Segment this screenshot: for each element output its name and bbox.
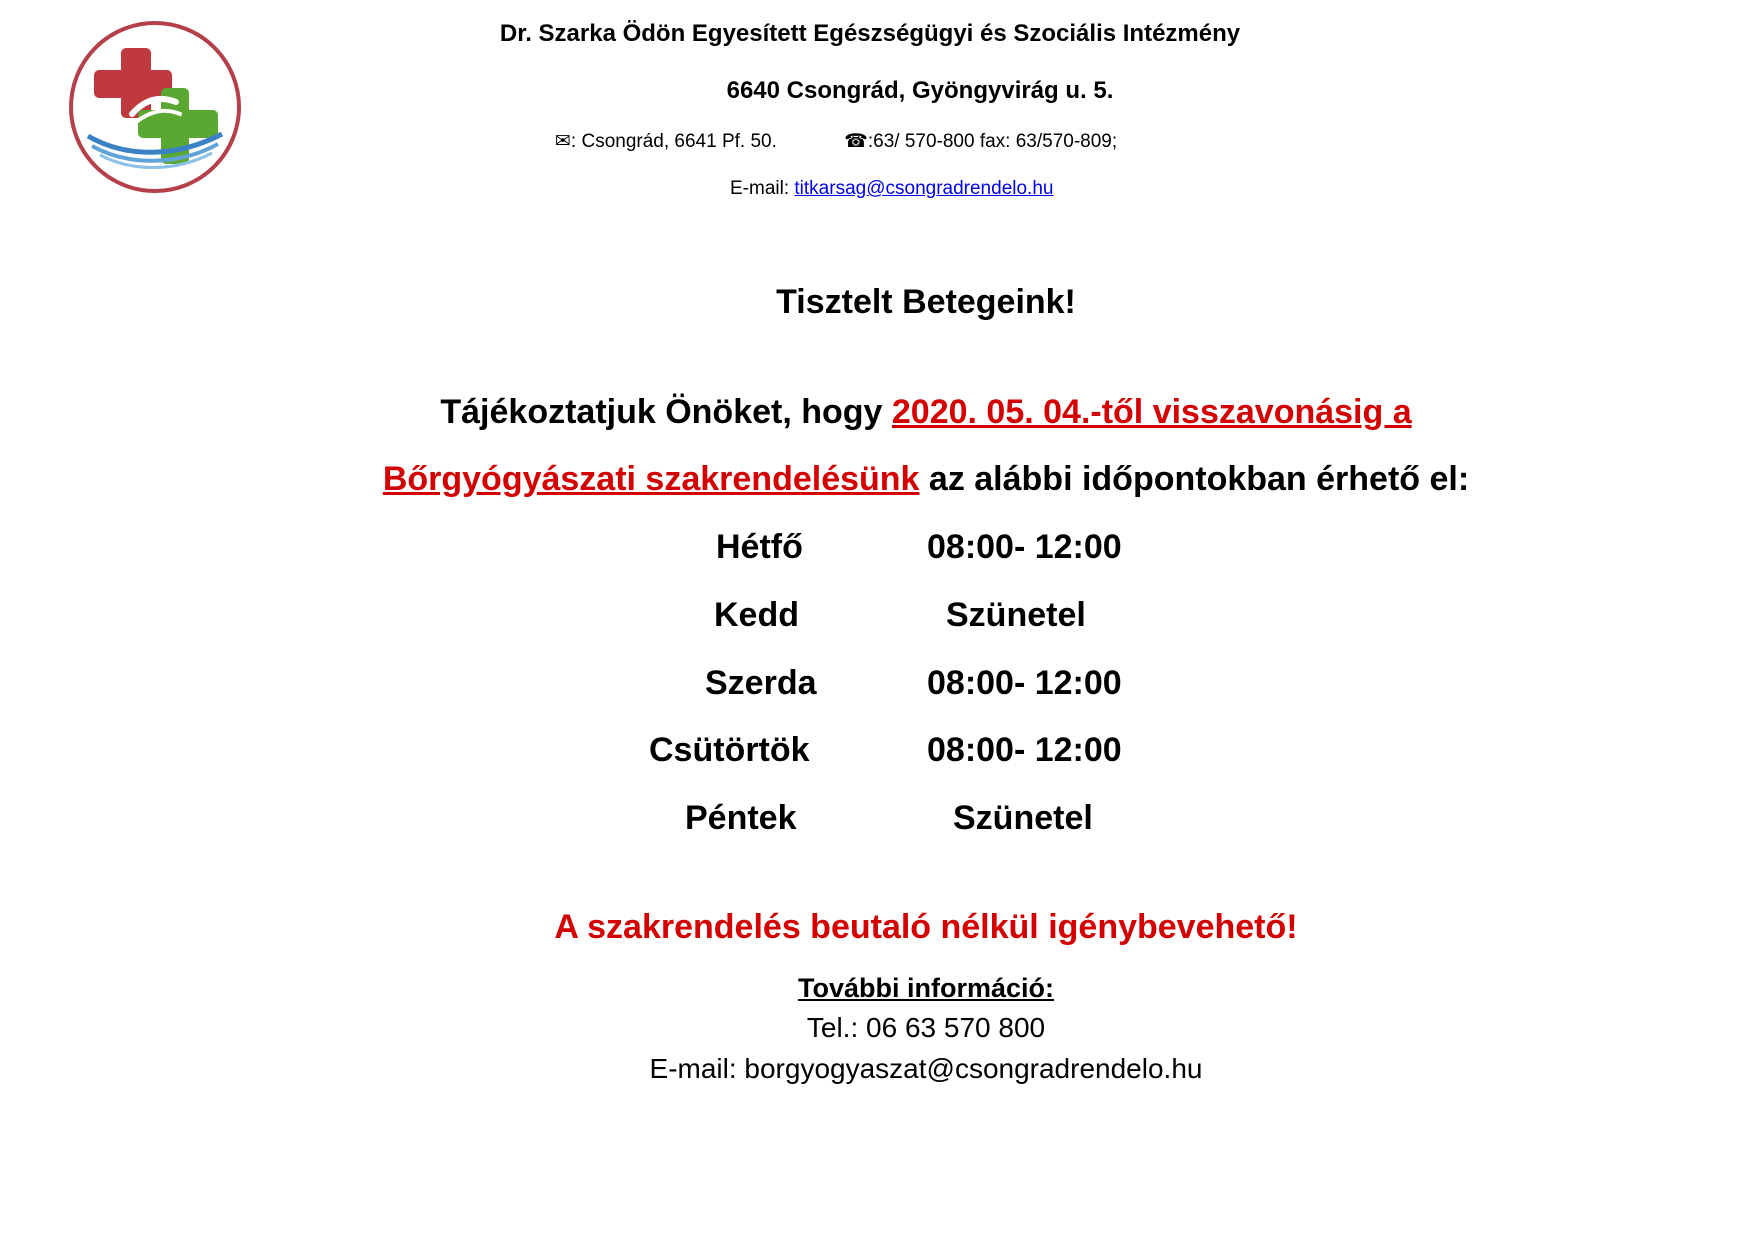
schedule-day: Kedd — [714, 596, 799, 634]
institution-logo — [66, 18, 244, 196]
institution-name: Dr. Szarka Ödön Egyesített Egészségügyi és Szociális Intézmény — [499, 20, 1241, 47]
no-referral-notice: A szakrendelés beutaló nélkül igénybevehető! — [554, 908, 1298, 946]
intro-line-1: Tájékoztatjuk Önöket, hogy 2020. 05. 04.-től visszavonásig a — [440, 393, 1412, 431]
schedule-day: Szerda — [705, 664, 817, 702]
secretariat-email: E-mail: titkarsag@csongradrendelo.hu — [730, 178, 1054, 199]
contact-line — [555, 130, 1195, 153]
envelope-icon: ✉ — [555, 131, 571, 152]
more-info-heading: További információ: — [797, 973, 1054, 1003]
more-info-email: E-mail: borgyogyaszat@csongradrendelo.hu — [649, 1053, 1203, 1084]
schedule-day: Csütörtök — [649, 731, 810, 769]
telephone-icon: ☎ — [844, 131, 868, 152]
medical-cross-hands-logo-icon — [66, 18, 244, 196]
institution-address: 6640 Csongrád, Gyöngyvirág u. 5. — [726, 77, 1114, 104]
schedule-hours: Szünetel — [953, 799, 1093, 837]
intro-line-2: Bőrgyógyászati szakrendelésünk az alábbi időpontokban érhető el: — [382, 460, 1470, 498]
schedule-hours: 08:00- 12:00 — [927, 664, 1122, 702]
intro-service-highlight: Bőrgyógyászati szakrendelésünk — [382, 460, 920, 498]
more-info-phone: Tel.: 06 63 570 800 — [806, 1012, 1046, 1043]
greeting-heading: Tisztelt Betegeink! — [776, 283, 1076, 321]
schedule-day: Péntek — [685, 799, 797, 837]
intro-date-highlight: 2020. 05. 04.-től visszavonásig a — [891, 393, 1412, 431]
schedule-hours: 08:00- 12:00 — [927, 528, 1122, 566]
postal-address: ✉: Csongrád, 6641 Pf. 50. — [555, 131, 777, 152]
phone-fax: ☎:63/ 570-800 fax: 63/570-809; — [844, 131, 1118, 152]
schedule-day: Hétfő — [716, 528, 803, 566]
secretariat-email-link[interactable]: titkarsag@csongradrendelo.hu — [794, 178, 1054, 199]
schedule-hours: Szünetel — [946, 596, 1086, 634]
schedule-hours: 08:00- 12:00 — [927, 731, 1122, 769]
